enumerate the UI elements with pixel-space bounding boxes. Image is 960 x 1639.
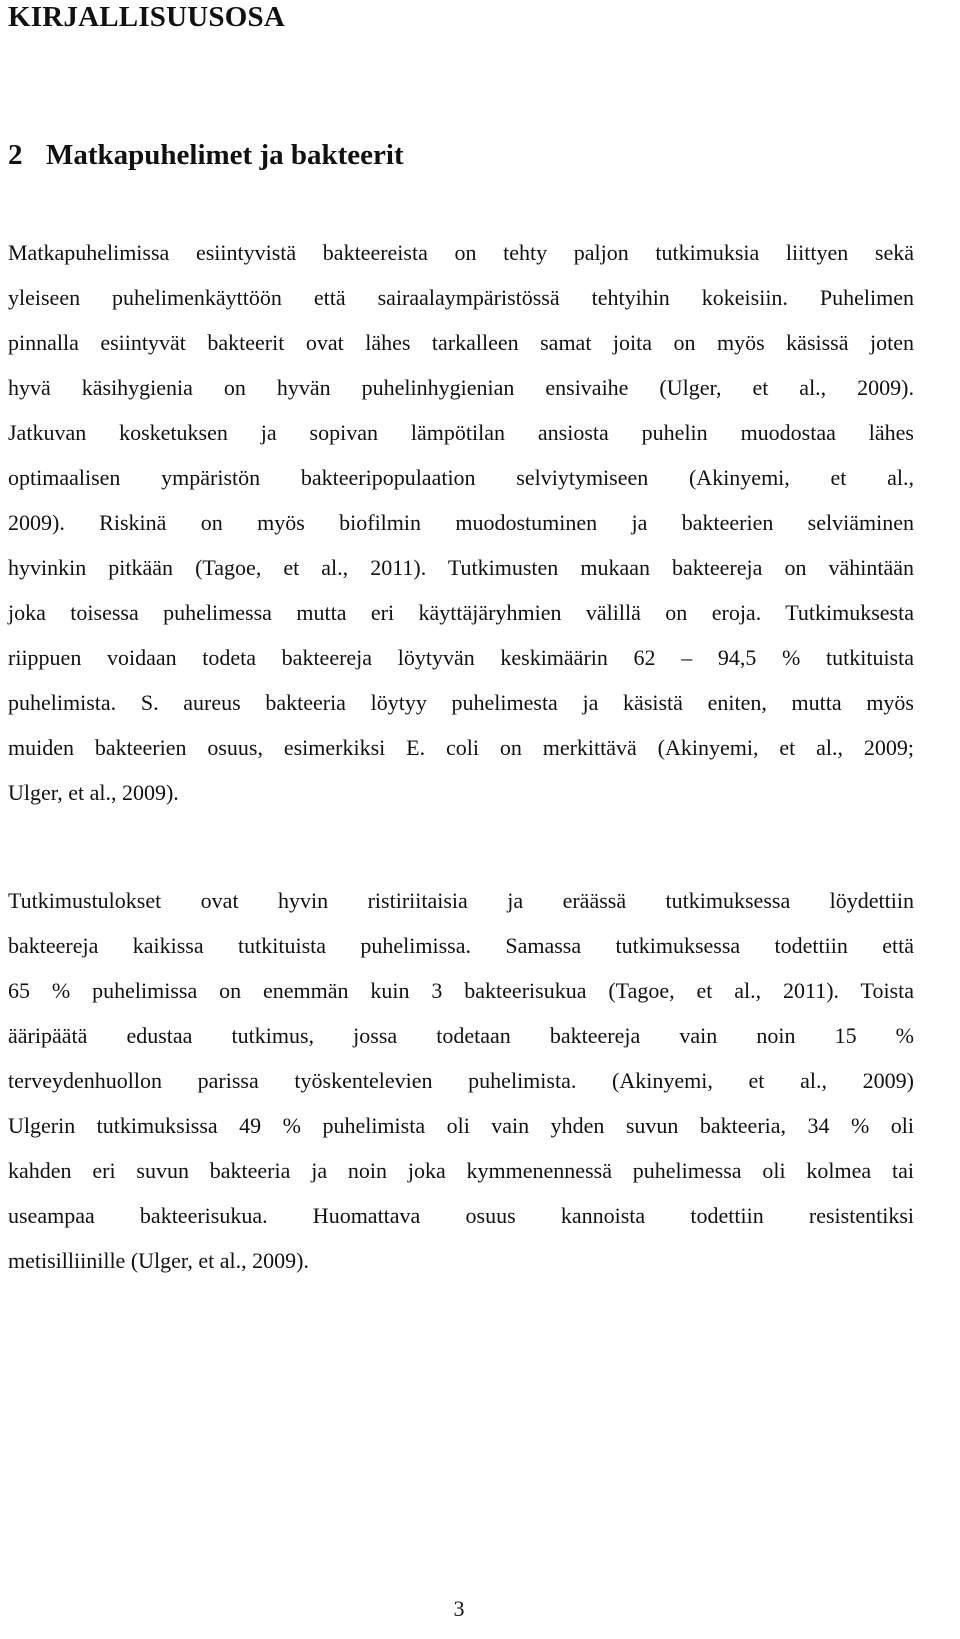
paragraph-2 [8,878,914,1283]
paragraph-line: Ulgerin tutkimuksissa 49 % puhelimista oli vain yhden suvun bakteeria, 34 % oli [8,1113,914,1138]
paragraph-line: 2009). Riskinä on myös biofilmin muodostuminen ja bakteerien selviäminen [8,510,914,535]
paragraph-line: metisilliinille (Ulger, et al., 2009). [8,1248,309,1273]
paragraph-line: puhelimista. S. aureus bakteeria löytyy puhelimesta ja käsistä eniten, mutta myös [8,690,914,715]
paragraph-line: pinnalla esiintyvät bakteerit ovat lähes tarkalleen samat joita on myös käsissä joten [8,330,914,355]
chapter-heading [8,138,404,172]
paragraph-line: Ulger, et al., 2009). [8,780,179,805]
paragraph-line: optimaalisen ympäristön bakteeripopulaation selviytymiseen (Akinyemi, et al., [8,465,914,490]
paragraph-line: yleiseen puhelimenkäyttöön että sairaalaympäristössä tehtyihin kokeisiin. Puhelimen [8,285,914,310]
part-heading: KIRJALLISUUSOSA [8,1,285,33]
chapter-title: Matkapuhelimet ja bakteerit [46,139,404,171]
paragraph-line: Jatkuvan kosketuksen ja sopivan lämpötilan ansiosta puhelin muodostaa lähes [8,420,914,445]
paragraph-line: riippuen voidaan todeta bakteereja löytyvän keskimäärin 62 – 94,5 % tutkituista [8,645,914,670]
page-number: 3 [453,1596,465,1621]
paragraph-line: muiden bakteerien osuus, esimerkiksi E. coli on merkittävä (Akinyemi, et al., 2009; [8,735,914,760]
paragraph-line: 65 % puhelimissa on enemmän kuin 3 bakteerisukua (Tagoe, et al., 2011). Toista [8,978,914,1003]
paragraph-1 [8,230,914,815]
paragraph-line: kahden eri suvun bakteeria ja noin joka kymmenennessä puhelimessa oli kolmea tai [8,1158,914,1183]
paragraph-line: ääripäätä edustaa tutkimus, jossa todetaan bakteereja vain noin 15 % [8,1023,914,1048]
chapter-number: 2 [8,139,23,171]
paragraph-line: Tutkimustulokset ovat hyvin ristiriitaisia ja eräässä tutkimuksessa löydettiin [8,888,914,913]
paragraph-line: hyvä käsihygienia on hyvän puhelinhygienian ensivaihe (Ulger, et al., 2009). [8,375,914,400]
paragraph-line: useampaa bakteerisukua. Huomattava osuus kannoista todettiin resistentiksi [8,1203,914,1228]
paragraph-line: hyvinkin pitkään (Tagoe, et al., 2011). Tutkimusten mukaan bakteereja on vähintään [8,555,914,580]
paragraph-line: bakteereja kaikissa tutkituista puhelimissa. Samassa tutkimuksessa todettiin että [8,933,914,958]
paragraph-line: Matkapuhelimissa esiintyvistä bakteereista on tehty paljon tutkimuksia liittyen sekä [8,240,914,265]
paragraph-line: terveydenhuollon parissa työskentelevien puhelimista. (Akinyemi, et al., 2009) [8,1068,914,1093]
paragraph-line: joka toisessa puhelimessa mutta eri käyttäjäryhmien välillä on eroja. Tutkimuksesta [8,600,914,625]
